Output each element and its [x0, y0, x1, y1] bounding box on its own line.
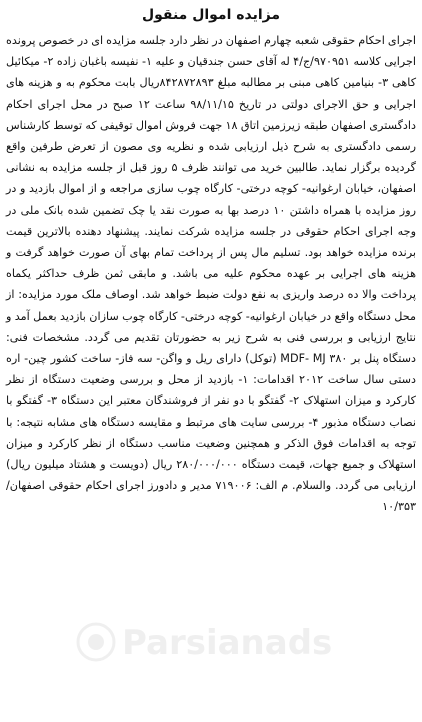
svg-text:Parsianads: Parsianads: [122, 623, 333, 663]
notice-page: [6, 4, 416, 684]
notice-body: اجرای احکام حقوقی شعبه چهارم اصفهان در نظر دارد جلسه مزایده ای در خصوص پرونده اجرایی کلاسه ۹۷۰۹۵۱/ج/۴ له آقای حسن جندقیان و علیه ۱- نفیسه باغبان زاده ۲- میکائیل کاهی ۳- بنیامین کاهی مبنی بر مطالبه مبلغ ۸۴۲۸۷۲۸۹۳ریال بابت محکوم به و هزینه های اجرایی و حق الاجرای دولتی در تاریخ ۹۸/۱۱/۱۵ ساعت ۱۲ صبح در محل اجرای احکام دادگستری اصفهان طبقه زیرزمین اتاق ۱۸ جهت فروش اموال توقیفی که توسط کارشناس رسمی دادگستری به شرح ذیل ارزیابی شده و نظریه وی مصون از تعرض طرفین واقع گردیده برگزار نماید. طالبین خرید می توانند ظرف ۵ روز قبل از جلسه مزایده به نشانی اصفهان، خیابان ارغوانیه- کوچه درختی- کارگاه چوب سازی مراجعه و از اموال بازدید و در روز مزایده با همراه داشتن ۱۰ درصد بها به صورت نقد یا چک تضمین شده بانک ملی در وجه اجرای احکام حقوقی در جلسه مزایده شرکت نمایند. پیشنهاد دهنده بالاترین قیمت برنده مزایده خواهد بود. تسلیم مال پس از پرداخت تمام بهای آن صورت خواهد گرفت و هزینه های اجرایی بر عهده محکوم علیه می باشد. و مابقی ثمن ظرف حداکثر یکماه پرداخت والا ده درصد واریزی به نفع دولت ضبط خواهد شد. اوصاف ملک مورد مزایده: از محل دستگاه واقع در خیابان ارغوانیه- کوچه درختی- کارگاه چوب سازان بازدید بعمل آمد و نتایج ارزیابی و بررسی فنی به شرح زیر به حضورتان تقدیم می گردد. مشخصات فنی: دستگاه پنل بر MDF- MJ ۳۸۰ (توکل) دارای ریل و واگن- سه فاز- ساخت کشور چین- اره دستی سال ساخت ۲۰۱۲ اقدامات: ۱- بازدید از محل و بررسی وضعیت دستگاه از نظر کارکرد و میزان استهلاک ۲- گفتگو با دو نفر از فروشندگان معتبر این دستگاه ۳- گفتگو با نصاب دستگاه مذبور ۴- بررسی سایت های مرتبط و مقایسه دستگاه های مشابه نتیجه: با توجه به اقدامات فوق الذکر و همچنین وضعیت مناسب دستگاه از نظر کارکرد و میزان استهلاک و جمیع جهات، قیمت دستگاه ۲۸۰/۰۰۰/۰۰۰ ریال (دویست و هشتاد میلیون ریال) ارزیابی می گردد. والسلام. م الف: ۷۱۹۰۰۶ مدیر و دادورز اجرای احکام حقوقی اصفهان/۱۰/۳۵۳: [6, 34, 417, 514]
notice-title: مزایده اموال منقول: [141, 7, 281, 23]
